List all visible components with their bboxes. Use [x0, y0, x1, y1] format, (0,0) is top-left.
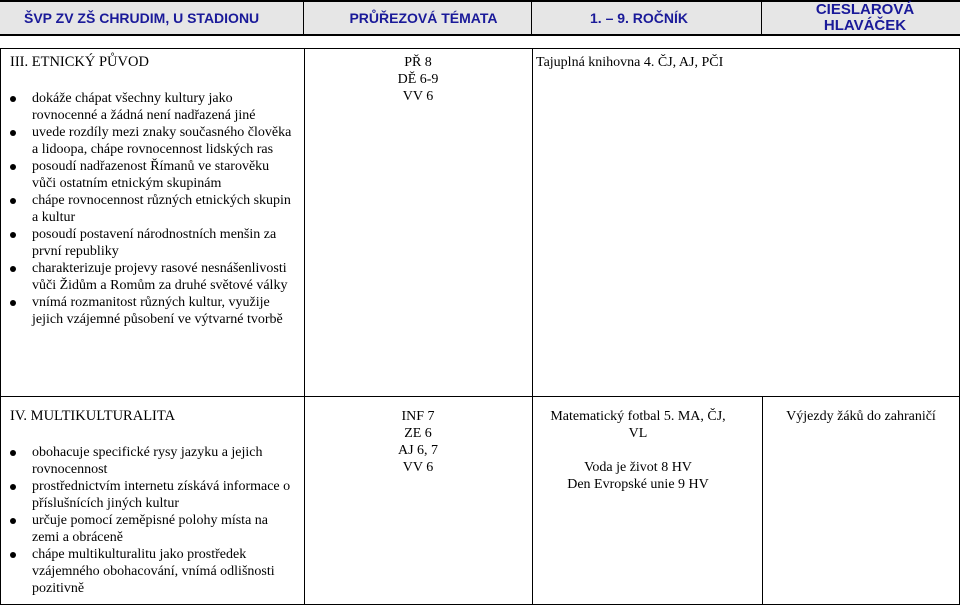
subject: AJ 6, 7: [397, 443, 439, 458]
column-divider: [304, 48, 305, 605]
bullet-icon: [10, 164, 16, 170]
list-item: posoudí postavení národnostních menšin za první republiky: [10, 226, 296, 260]
school-name: ŠVP ZV ZŠ CHRUDIM, U STADIONU: [0, 2, 304, 34]
row-divider: [0, 48, 960, 49]
outcome-list: [10, 444, 296, 597]
authors: [762, 2, 960, 34]
subjects-cell: [304, 54, 532, 105]
bullet-icon: [10, 552, 16, 558]
row-title: IV. MULTIKULTURALITA: [10, 408, 176, 424]
outcome-list: [10, 90, 296, 328]
subject: DĚ 6-9: [397, 72, 439, 87]
subject: INF 7: [401, 409, 435, 424]
subject: VV 6: [402, 460, 434, 475]
list-item: prostřednictvím internetu získává informace o příslušnících jiných kultur: [10, 478, 296, 512]
row-title: III. ETNICKÝ PŮVOD: [10, 54, 149, 70]
bullet-icon: [10, 198, 16, 204]
subjects-cell: [304, 408, 532, 476]
bullet-icon: [10, 484, 16, 490]
project-spacer: [540, 442, 736, 459]
bullet-icon: [10, 266, 16, 272]
project: Tajuplná knihovna 4. ČJ, AJ, PČI: [536, 55, 724, 70]
list-item: chápe multikulturalitu jako prostředek vzájemného obohacování, vnímá odlišnosti pozitivně: [10, 546, 296, 597]
topics-table: [0, 48, 960, 605]
bullet-icon: [10, 232, 16, 238]
list-item: uvede rozdíly mezi znaky současného člověka a lidoopa, chápe rovnocennost lidských ras: [10, 124, 296, 158]
author-2: HLAVÁČEK: [823, 17, 907, 34]
author-1: CIESLAROVÁ: [815, 1, 915, 18]
projects-cell: [540, 408, 736, 493]
list-item: posoudí nadřazenost Římanů ve starověku vůči ostatním etnickým skupinám: [10, 158, 296, 192]
project: Den Evropské unie 9 HV: [567, 477, 709, 492]
list-item: chápe rovnocennost různých etnických skupin a kultur: [10, 192, 296, 226]
project: Matematický fotbal 5. MA, ČJ, VL: [550, 409, 726, 441]
section-title: PRŮŘEZOVÁ TÉMATA: [304, 2, 532, 34]
activity: Výjezdy žáků do zahraničí: [786, 409, 936, 424]
subject: VV 6: [402, 89, 434, 104]
list-item: charakterizuje projevy rasové nesnášenlivosti vůči Židům a Romům za druhé světové války: [10, 260, 296, 294]
bullet-icon: [10, 96, 16, 102]
project: Voda je život 8 HV: [584, 460, 692, 475]
activities-cell: [764, 408, 958, 425]
list-item: dokáže chápat všechny kultury jako rovnocenné a žádná není nadřazená jiné: [10, 90, 296, 124]
document-header: [0, 0, 960, 36]
table-border-left: [0, 48, 1, 605]
bullet-icon: [10, 518, 16, 524]
subject: ZE 6: [404, 426, 432, 441]
list-item: vnímá rozmanitost různých kultur, využije jejich vzájemné působení ve výtvarné tvorbě: [10, 294, 296, 328]
subject: PŘ 8: [404, 55, 432, 70]
row-divider: [0, 396, 960, 397]
column-divider: [532, 48, 533, 605]
grade-range: 1. – 9. ROČNÍK: [532, 2, 762, 34]
list-item: určuje pomocí zeměpisné polohy místa na zemi a obráceně: [10, 512, 296, 546]
projects-cell: [536, 54, 956, 71]
bullet-icon: [10, 300, 16, 306]
bullet-icon: [10, 130, 16, 136]
list-item: obohacuje specifické rysy jazyku a jejich rovnocennost: [10, 444, 296, 478]
column-divider: [762, 396, 763, 605]
bullet-icon: [10, 450, 16, 456]
